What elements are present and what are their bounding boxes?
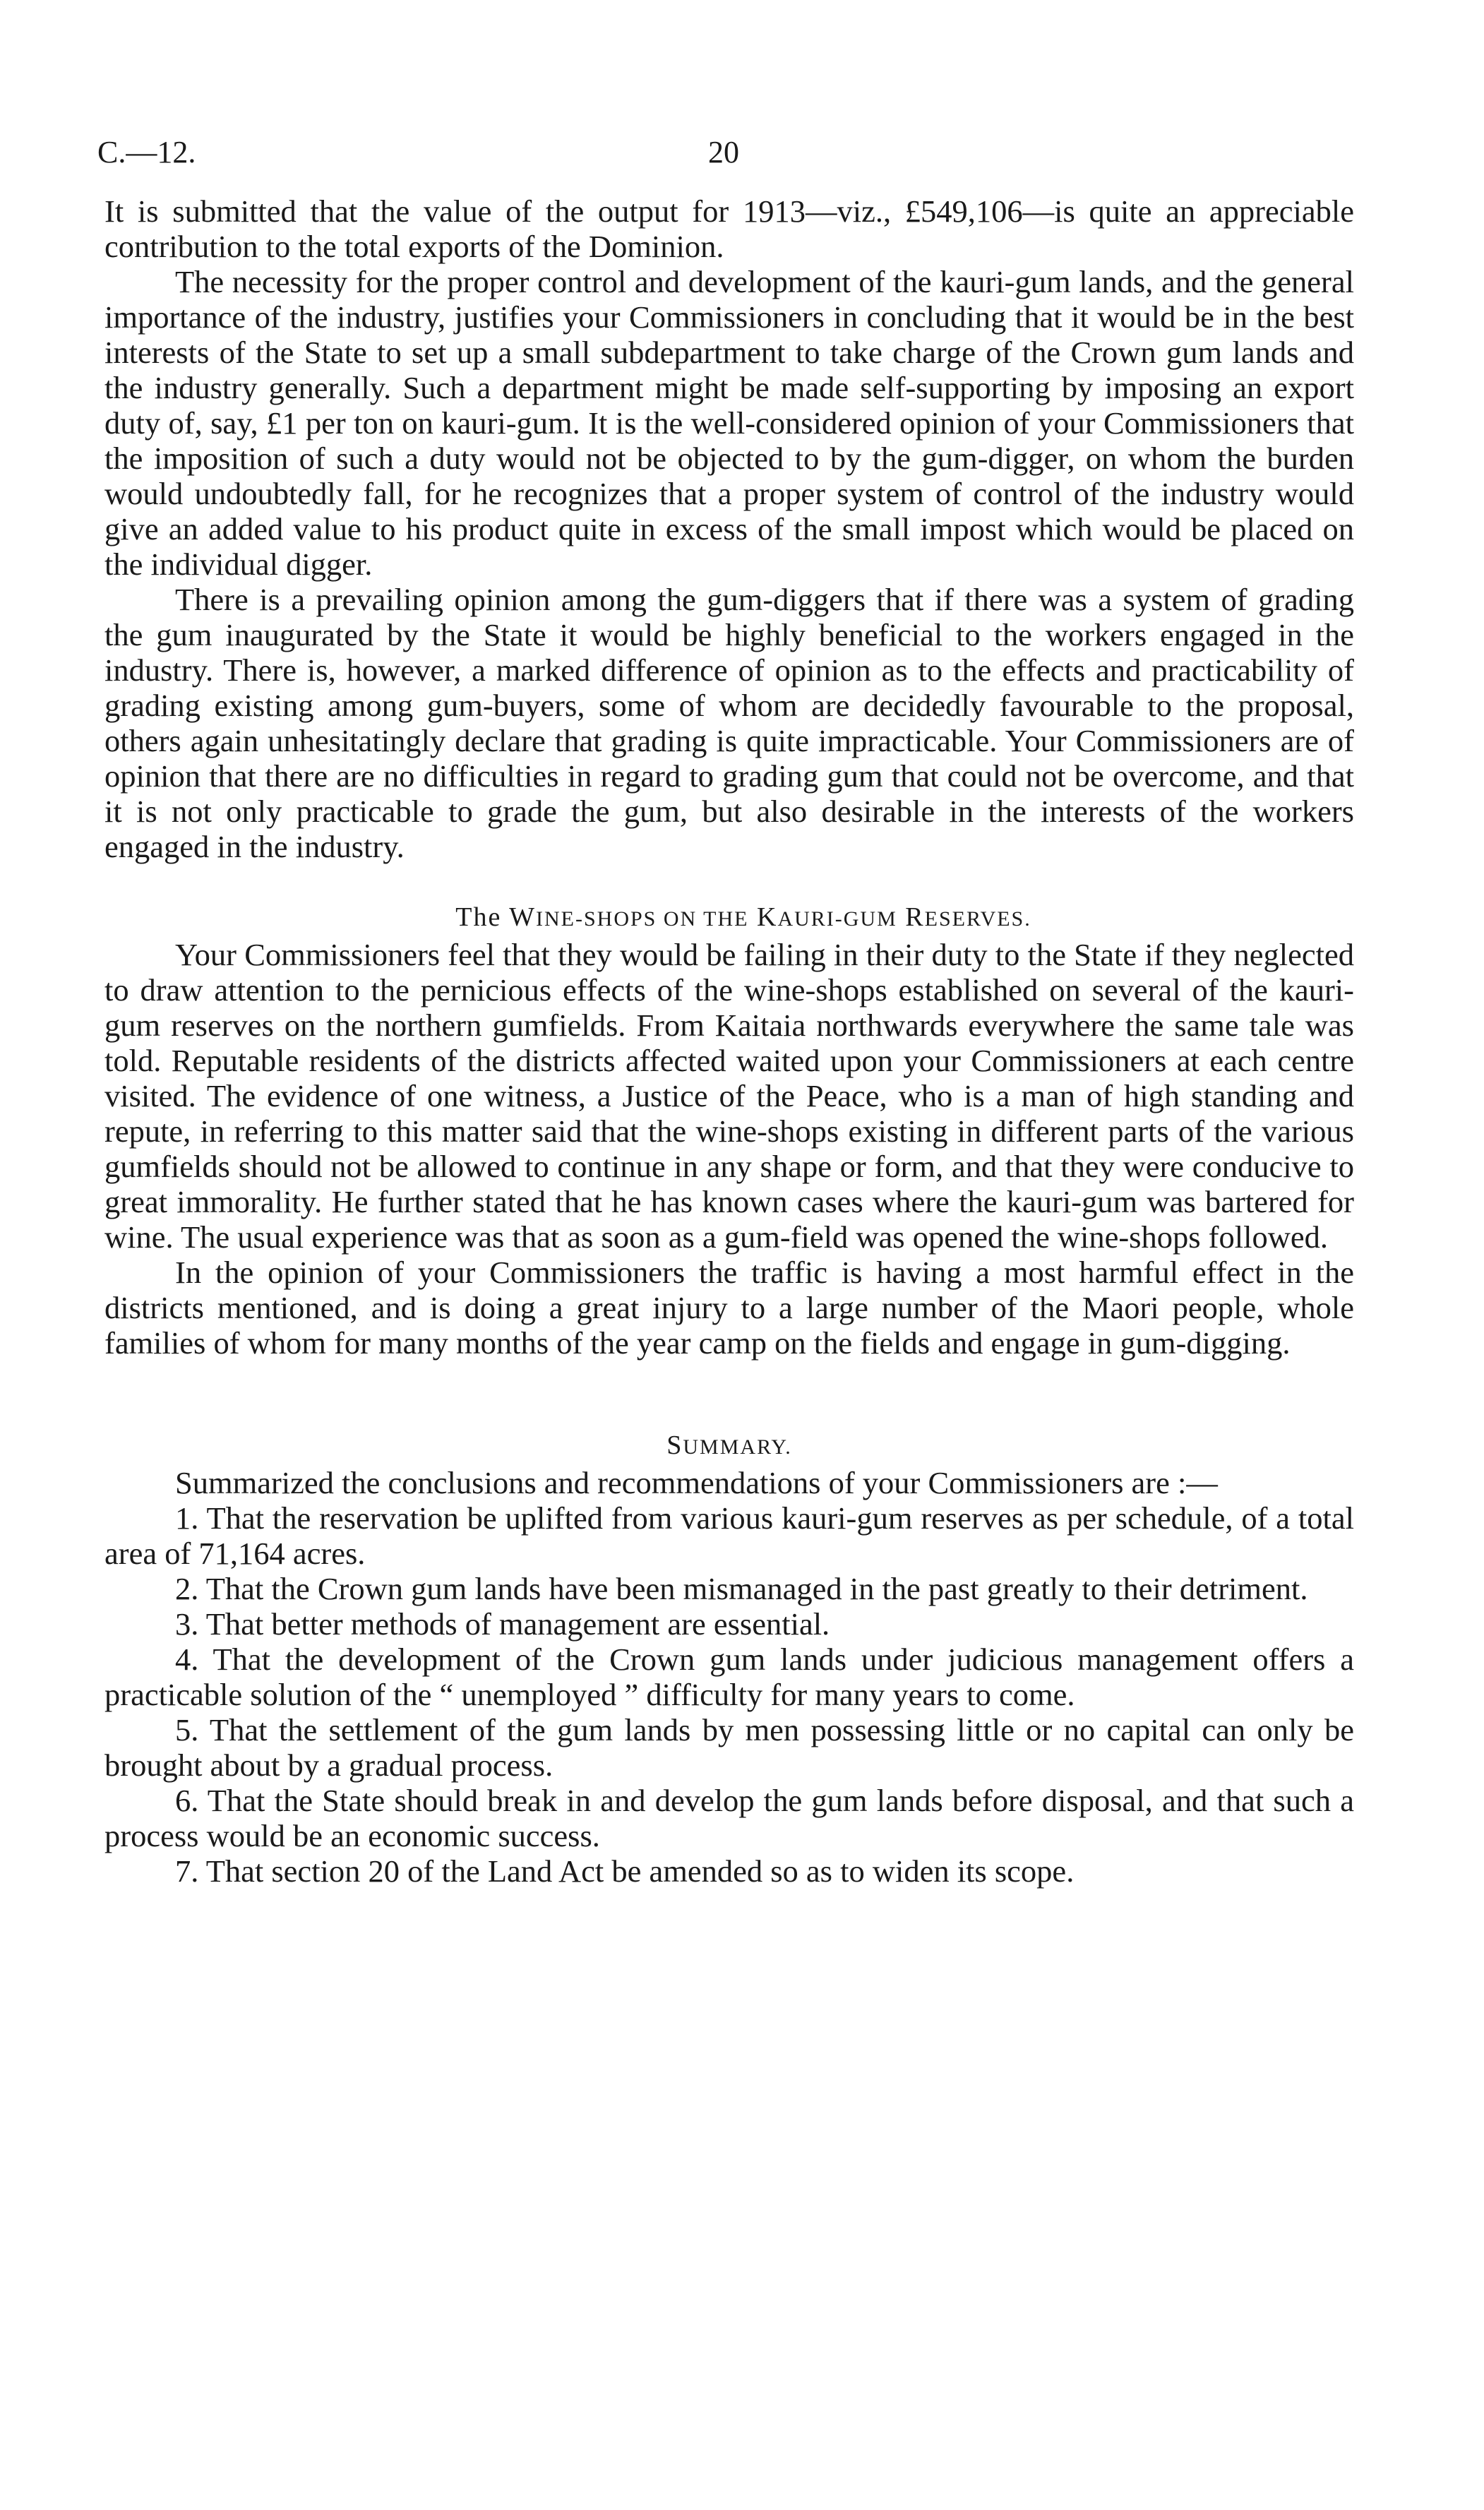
summary-item-2: 2. That the Crown gum lands have been mismanaged in the past greatly to their detriment. bbox=[175, 1571, 1308, 1606]
section-heading-summary-text: SUMMARY. bbox=[666, 1430, 792, 1460]
summary-list bbox=[104, 1500, 1354, 1889]
summary-intro: Summarized the conclusions and recommendations of your Commissioners are :— bbox=[175, 1465, 1218, 1500]
summary-item-6: 6. That the State should break in and develop the gum lands before disposal, and that such a process would be an economic success. bbox=[104, 1783, 1354, 1853]
section-heading-summary bbox=[104, 1428, 1354, 1465]
page-number: 20 bbox=[708, 135, 739, 169]
summary-item-7: 7. That section 20 of the Land Act be amended so as to widen its scope. bbox=[175, 1853, 1075, 1889]
intro-paragraph-2: The necessity for the proper control and development of the kauri-gum lands, and the general importance of the industry, justifies your Commissioners in concluding that it would be in the best interests of the State to set up a small subdepartment to take charge of the Crown gum lands and the industry generally. Such a department might be made self-supporting by imposing an export duty of, say, £1 per ton on kauri-gum. It is the well-considered opinion of your Commissioners that the imposition of such a duty would not be objected to by the gum-digger, on whom the burden would undoubtedly fall, for he recognizes that a proper system of control of the industry would give an added value to his product quite in excess of the small impost which would be placed on the individual digger. bbox=[104, 264, 1354, 582]
document-reference: C.—12. bbox=[97, 135, 196, 169]
section-heading-wine-shops bbox=[104, 900, 1354, 937]
wine-paragraph-1: Your Commissioners feel that they would be failing in their duty to the State if they neglected to draw attention to the pernicious effects of the wine-shops established on several of the kauri-gum reserves on the northern gumfields. From Kaitaia northwards everywhere the same tale was told. Reputable residents of the districts affected waited upon your Commissioners at each centre visited. The evidence of one witness, a Justice of the Peace, who is a man of high standing and repute, in referring to this matter said that the wine-shops existing in different parts of the various gumfields should not be allowed to continue in any shape or form, and that they were conducive to great immorality. He further stated that he has known cases where the kauri-gum was bartered for wine. The usual experience was that as soon as a gum-field was opened the wine-shops followed. bbox=[104, 937, 1354, 1255]
page-header bbox=[97, 134, 1357, 177]
document-body bbox=[104, 193, 1354, 1889]
intro-paragraph-1: It is submitted that the value of the output for 1913—viz., £549,106—is quite an appreciable contribution to the total exports of the Dominion. bbox=[104, 193, 1354, 264]
summary-item-3: 3. That better methods of management are essential. bbox=[175, 1606, 830, 1642]
intro-paragraph-3: There is a prevailing opinion among the gum-diggers that if there was a system of grading the gum inaugurated by the State it would be highly beneficial to the workers engaged in the industry. There is, however, a marked difference of opinion as to the effects and practicability of grading existing among gum-buyers, some of whom are decidedly favourable to the proposal, others again unhesitatingly declare that grading is quite impracticable. Your Commissioners are of opinion that there are no difficulties in regard to grading gum that could not be overcome, and that it is not only practicable to grade the gum, but also desirable in the interests of the workers engaged in the industry. bbox=[104, 582, 1354, 864]
summary-item-4: 4. That the development of the Crown gum lands under judicious management offers a practicable solution of the “ unemployed ” difficulty for many years to come. bbox=[104, 1642, 1354, 1712]
wine-paragraph-2: In the opinion of your Commissioners the traffic is having a most harmful effect in the districts mentioned, and is doing a great injury to a large number of the Maori people, whole families of whom for many months of the year camp on the fields and engage in gum-digging. bbox=[104, 1255, 1354, 1361]
summary-item-5: 5. That the settlement of the gum lands by men possessing little or no capital can only be brought about by a gradual process. bbox=[104, 1712, 1354, 1783]
section-heading-wine-shops-text: The WINE-SHOPS ON THE KAURI-GUM RESERVES. bbox=[455, 902, 1031, 932]
summary-item-1: 1. That the reservation be uplifted from various kauri-gum reserves as per schedule, of a total area of 71,164 acres. bbox=[104, 1500, 1354, 1571]
